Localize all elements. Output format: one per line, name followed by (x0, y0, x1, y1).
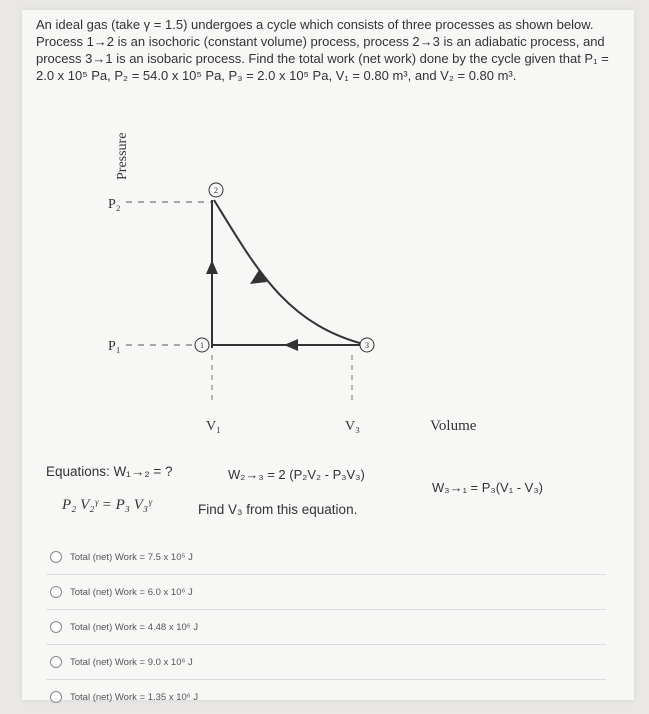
radio-button[interactable] (50, 551, 62, 563)
question-line-4: 2.0 x 10⁵ Pa, P₂ = 54.0 x 10⁵ Pa, P₃ = 2.0 x 10⁵ Pa, V₁ = 0.80 m³, and V₂ = 0.80 m³. (36, 68, 517, 83)
v1-label: V₁ (206, 419, 221, 434)
point-1-label: 1 (200, 341, 204, 350)
answer-option-label: Total (net) Work = 1.35 x 10⁶ J (70, 691, 199, 703)
answer-option-1[interactable] (46, 540, 606, 575)
answer-option-2[interactable] (46, 575, 606, 610)
question-line-3: process 3→1 is an isobaric process. Find the total work (net work) done by the cycle given that P₁ = (36, 51, 609, 66)
question-text (36, 16, 632, 84)
question-line-1: An ideal gas (take γ = 1.5) undergoes a cycle which consists of three processes as shown below. (36, 17, 594, 32)
answer-option-5[interactable] (46, 680, 606, 714)
p1-label: P₁ (108, 339, 121, 354)
point-3-marker (360, 338, 374, 352)
point-2-label: 2 (214, 186, 218, 195)
radio-button[interactable] (50, 621, 62, 633)
radio-button[interactable] (50, 586, 62, 598)
answer-option-4[interactable] (46, 645, 606, 680)
equation-w23: W₂→₃ = 2 (P₂V₂ - P₃V₃) (228, 467, 365, 482)
point-2-marker (209, 183, 223, 197)
answer-option-3[interactable] (46, 610, 606, 645)
answer-option-label: Total (net) Work = 4.48 x 10⁶ J (70, 621, 199, 633)
y-axis-label: Pressure (115, 132, 130, 180)
answer-option-label: Total (net) Work = 7.5 x 10⁵ J (70, 551, 193, 563)
answer-option-label: Total (net) Work = 9.0 x 10⁶ J (70, 656, 193, 668)
answer-options (46, 540, 606, 714)
pv-diagram (22, 100, 634, 440)
equation-w31: W₃→₁ = P₃(V₁ - V₃) (432, 480, 543, 495)
p2-label: P₂ (108, 197, 121, 212)
radio-button[interactable] (50, 691, 62, 703)
question-line-2: Process 1→2 is an isochoric (constant volume) process, process 2→3 is an adiabatic process, and (36, 34, 605, 49)
point-3-label: 3 (365, 341, 369, 350)
process-3-1-arrow (284, 339, 298, 351)
process-2-3-curve (214, 200, 367, 345)
x-axis-label: Volume (430, 418, 477, 434)
point-1-marker (195, 338, 209, 352)
radio-button[interactable] (50, 656, 62, 668)
equations-label: Equations: W₁→₂ = ? (46, 464, 173, 479)
answer-option-label: Total (net) Work = 6.0 x 10⁶ J (70, 586, 193, 598)
process-1-2-arrow (206, 260, 218, 274)
question-card (22, 10, 634, 703)
v3-label: V₃ (345, 419, 360, 434)
equation-adiabatic: P₂ V₂ᵞ = P₃ V₃ᵞ (62, 497, 152, 513)
equation-hint: Find V₃ from this equation. (198, 502, 358, 517)
